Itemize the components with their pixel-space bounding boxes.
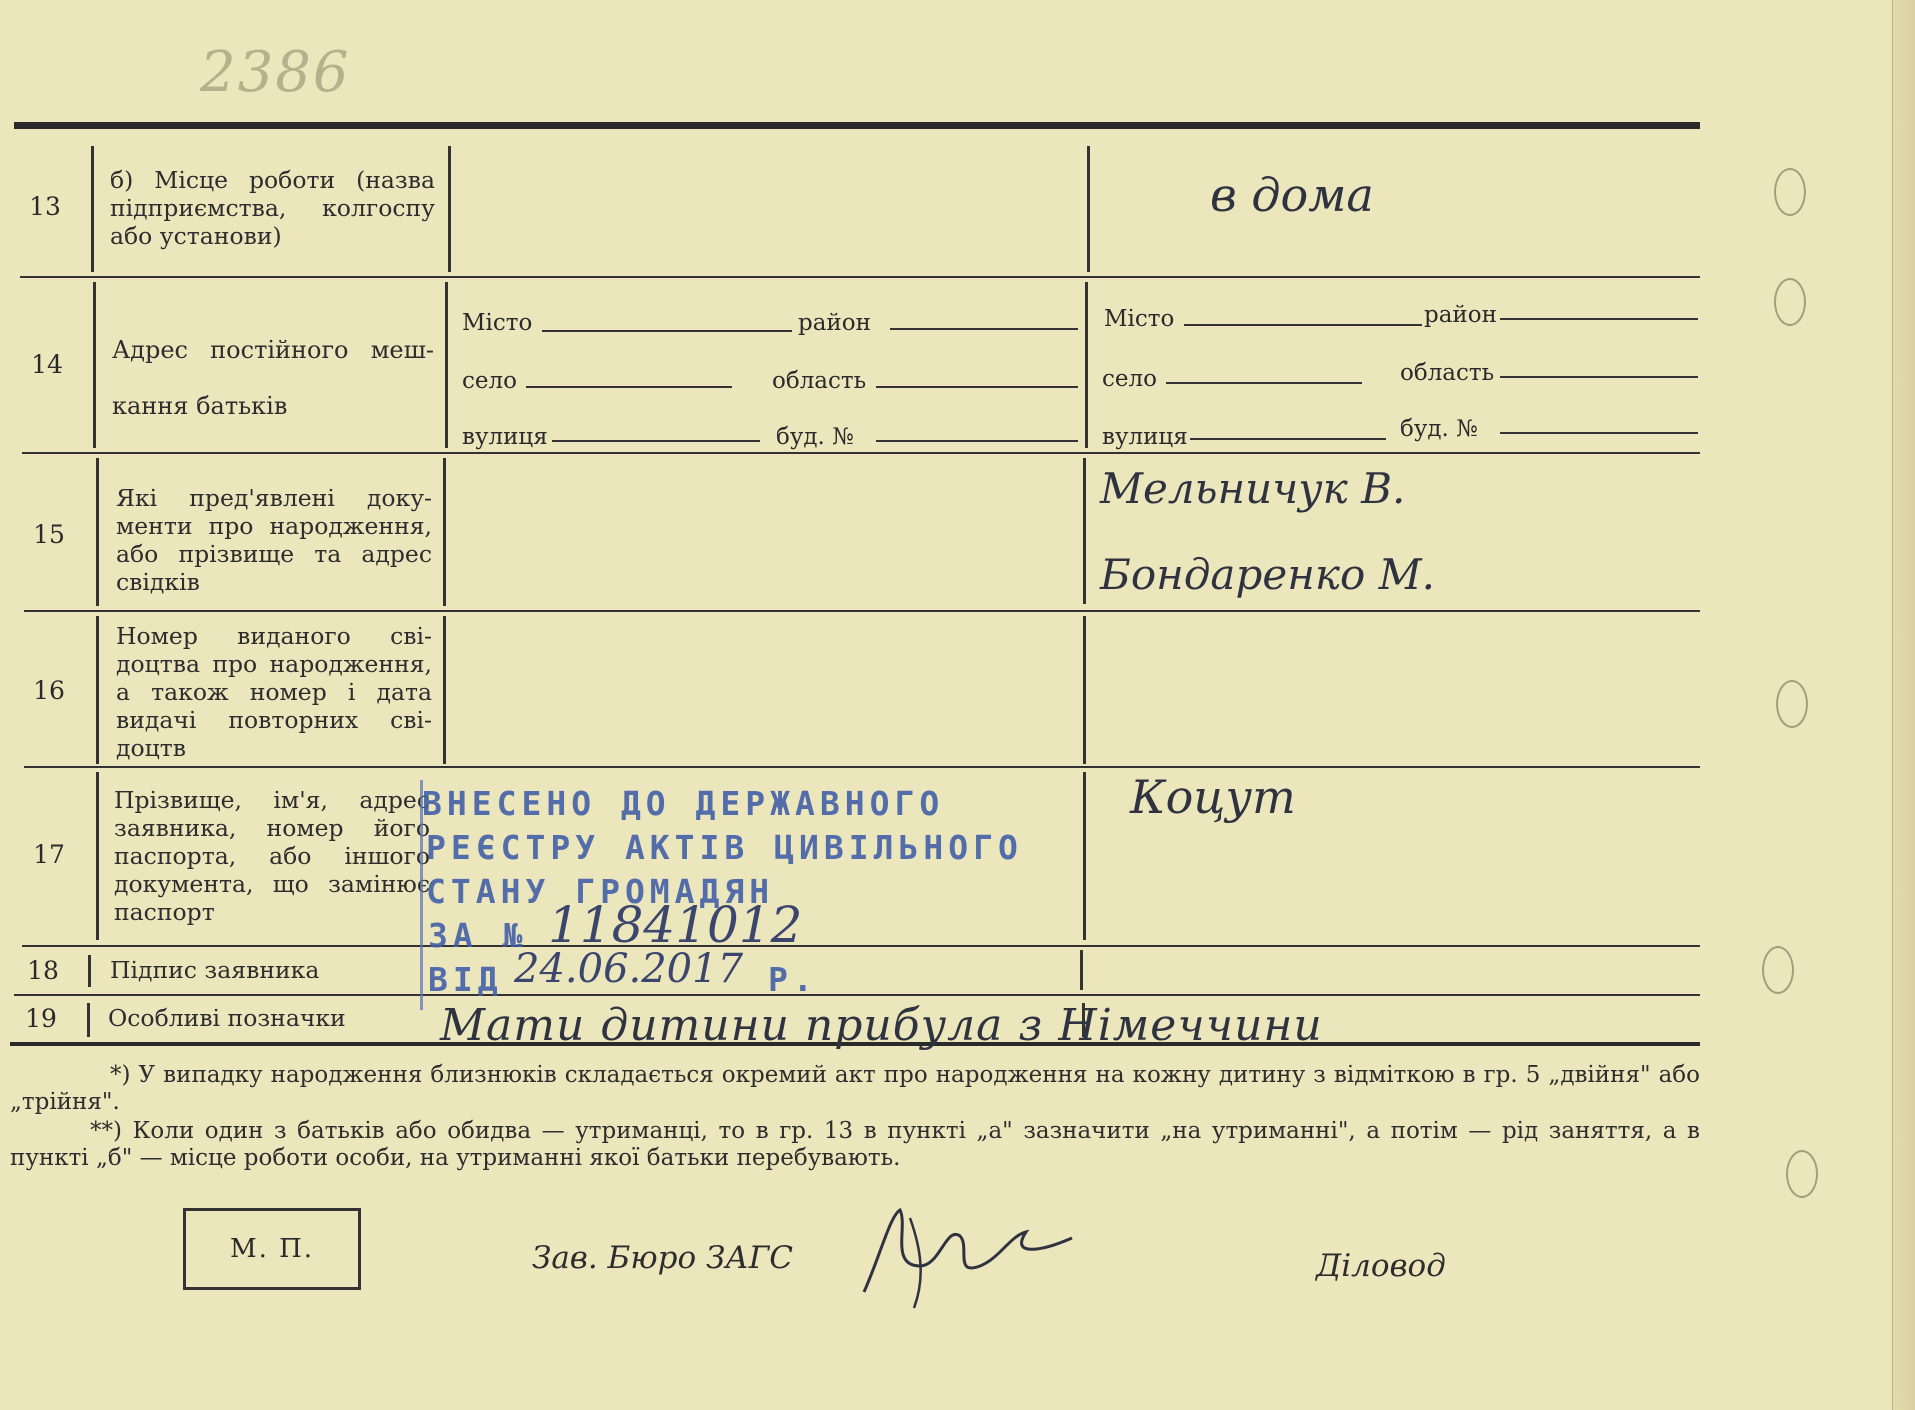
father-village-fill xyxy=(526,386,732,388)
column-divider-num xyxy=(96,772,99,940)
binding-hole xyxy=(1786,1150,1818,1198)
table-top-rule xyxy=(14,122,1700,129)
row-number-18: 18 xyxy=(27,956,59,985)
mother-street-fill xyxy=(1190,438,1386,440)
row-label-documents: Які пред'явлені документи про народження, або прізвище та адрес свідків xyxy=(116,484,432,596)
mother-building-fill xyxy=(1500,432,1698,434)
stamp-registry-number: 11841012 xyxy=(548,896,803,954)
witness-1-value: Мельничук В. xyxy=(1100,464,1406,513)
father-district-fill xyxy=(890,328,1078,330)
father-street-label: вулиця xyxy=(462,424,548,450)
column-divider-parents xyxy=(1085,282,1088,448)
head-signature xyxy=(850,1196,1090,1316)
mother-village-label: село xyxy=(1102,366,1157,392)
archive-number: 2386 xyxy=(200,40,351,105)
row-number-19: 19 xyxy=(25,1004,57,1033)
column-divider-label xyxy=(448,146,451,272)
mother-city-label: Місто xyxy=(1104,306,1175,332)
row-divider xyxy=(24,766,1700,768)
stamp-registry-date: 24.06.2017 xyxy=(514,946,744,992)
row-divider xyxy=(20,276,1700,278)
mother-building-label: буд. № xyxy=(1400,416,1478,442)
stamp-line-2: РЕЄСТРУ АКТІВ ЦИВІЛЬНОГО xyxy=(426,828,1023,867)
row-number-17: 17 xyxy=(33,840,65,869)
father-building-fill xyxy=(876,440,1078,442)
column-divider-num xyxy=(88,955,91,987)
row-divider xyxy=(24,610,1700,612)
binding-hole xyxy=(1774,278,1806,326)
column-divider-parents xyxy=(1083,772,1086,940)
binding-hole xyxy=(1762,946,1794,994)
stamp-line-4-prefix: ЗА № xyxy=(428,916,528,955)
column-divider-num xyxy=(96,458,99,606)
column-divider-num xyxy=(96,616,99,764)
row-divider xyxy=(22,452,1700,454)
mother-village-fill xyxy=(1166,382,1362,384)
stamp-line-3: СТАНУ ГРОМАДЯН xyxy=(426,872,775,911)
father-street-fill xyxy=(552,440,760,442)
binding-hole xyxy=(1776,680,1808,728)
mother-district-label: район xyxy=(1424,302,1497,328)
mother-region-label: область xyxy=(1400,360,1495,386)
clerk-title: Діловод xyxy=(1316,1248,1446,1284)
stamp-line-5-suffix: Р. xyxy=(768,960,818,999)
column-divider-num xyxy=(87,1003,90,1037)
row-number-13: 13 xyxy=(29,192,61,221)
column-divider-parents xyxy=(1083,616,1086,764)
registry-head-title: Зав. Бюро ЗАГС xyxy=(532,1240,794,1276)
father-district-label: район xyxy=(798,310,871,336)
witness-2-value: Бондаренко М. xyxy=(1100,550,1435,599)
father-building-label: буд. № xyxy=(776,424,854,450)
column-divider-parents xyxy=(1080,950,1083,990)
father-village-label: село xyxy=(462,368,517,394)
column-divider-label xyxy=(445,282,448,448)
mother-street-label: вулиця xyxy=(1102,424,1188,450)
seal-label: М. П. xyxy=(229,1234,315,1264)
father-region-label: область xyxy=(772,368,867,394)
row-label-notes: Особливі позначки xyxy=(108,1004,346,1032)
page-edge xyxy=(1892,0,1915,1410)
row-label-workplace: б) Місце роботи (назва підприємства, колгоспу або установи) xyxy=(110,166,435,250)
father-city-label: Місто xyxy=(462,310,533,336)
applicant-value: Коцут xyxy=(1130,770,1296,824)
father-region-fill xyxy=(876,386,1078,388)
stamp-line-1: ВНЕСЕНО ДО ДЕРЖАВНОГО xyxy=(422,784,945,823)
row-label-address: Адрес постійного мешкання батьків xyxy=(112,336,434,420)
footnote-twins: *) У випадку народження близнюків складається окремий акт про народження на кожну дитину з відміткою в гр. 5 „двійня" або „трійня". xyxy=(10,1062,1700,1115)
row-label-certificate: Номер виданого свідоцтва про народження, а також номер і дата видачі повторних свідоцтв xyxy=(116,622,432,762)
footnote-dependents: **) Коли один з батьків або обидва — утриманці, то в гр. 13 в пункті „а" зазначити „на утриманні", а потім — рід заняття, а в пункті „б" — місце роботи особи, на утриманні якої батьки перебувають. xyxy=(10,1118,1700,1171)
row-divider xyxy=(22,945,1700,947)
special-notes-value: Мати дитини прибула з Німеччини xyxy=(440,1000,1323,1051)
binding-hole xyxy=(1774,168,1806,216)
column-divider-label xyxy=(443,616,446,764)
mother-district-fill xyxy=(1500,318,1698,320)
row-label-applicant: Прізвище, ім'я, адрес заявника, номер його паспорта, або іншого документа, що замінює паспорт xyxy=(114,786,430,926)
seal-box xyxy=(183,1208,361,1290)
mother-workplace-value: в дома xyxy=(1210,168,1374,222)
row-divider xyxy=(14,994,1700,996)
father-city-fill xyxy=(542,330,792,332)
row-label-signature: Підпис заявника xyxy=(110,956,320,984)
stamp-line-5-prefix: ВІД xyxy=(428,960,503,999)
row-number-16: 16 xyxy=(33,676,65,705)
row-number-15: 15 xyxy=(33,520,65,549)
column-divider-num xyxy=(91,146,94,272)
column-divider-parents xyxy=(1083,458,1086,604)
mother-region-fill xyxy=(1500,376,1698,378)
column-divider-label xyxy=(443,458,446,606)
mother-city-fill xyxy=(1184,324,1422,326)
column-divider-num xyxy=(93,282,96,448)
column-divider-parents xyxy=(1087,146,1090,272)
row-number-14: 14 xyxy=(31,350,63,379)
